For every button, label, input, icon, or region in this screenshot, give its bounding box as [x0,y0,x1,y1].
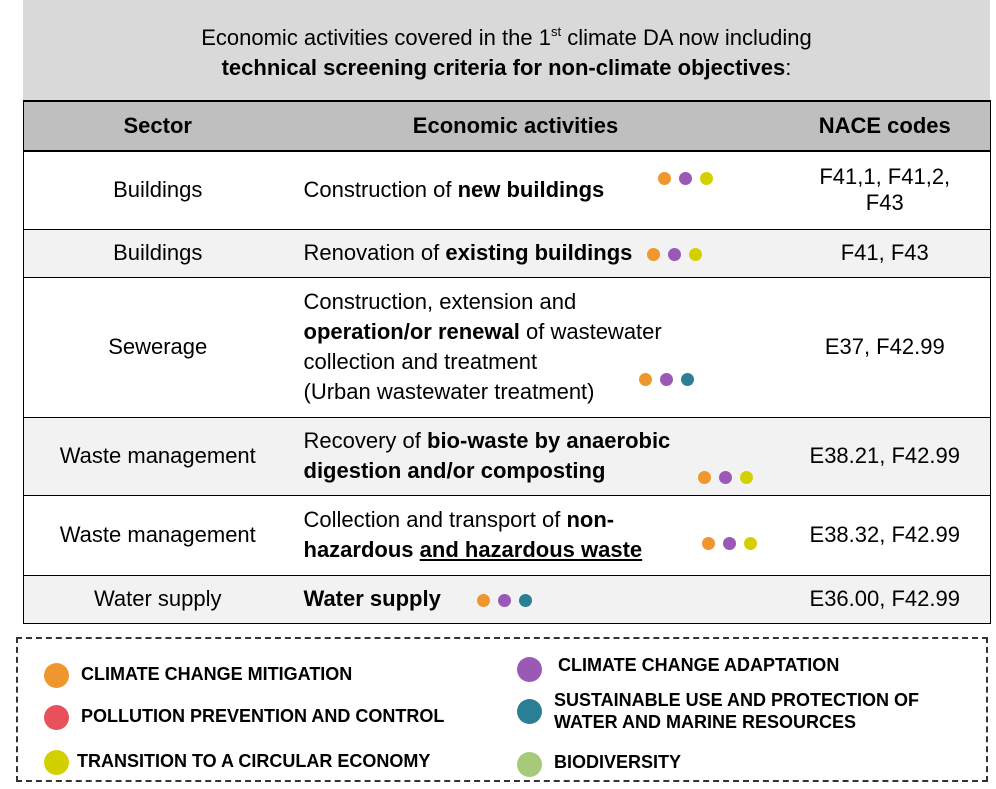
activity-cell [292,277,780,417]
mitigation-dot-icon [639,373,652,386]
mitigation-dot-icon [702,537,715,550]
activity-text: Renovation of [303,240,446,265]
pollution-legend-icon [44,705,69,730]
sector-cell: Waste management [24,495,292,575]
objective-dots [658,162,721,192]
nace-cell: E37, F42.99 [780,277,991,417]
nace-cell: E36.00, F42.99 [780,575,991,623]
sector-cell: Waste management [24,417,292,495]
objective-dots [698,462,761,492]
legend-circular: TRANSITION TO A CIRCULAR ECONOMY [77,751,431,771]
legend-adaptation: CLIMATE CHANGE ADAPTATION [558,655,840,675]
activity-cell [292,151,780,229]
activity-cell [292,495,780,575]
circular-dot-icon [700,172,713,185]
header-text-post: : [785,55,792,80]
legend-biodiversity: BIODIVERSITY [554,752,682,772]
table-header-row [24,101,991,151]
adaptation-dot-icon [668,248,681,261]
table-row [24,575,991,623]
circular-legend-icon [44,750,69,775]
mitigation-dot-icon [647,248,660,261]
activity-bold: new buildings [457,177,605,203]
header-banner [23,0,990,100]
sector-cell: Sewerage [24,277,292,417]
nace-cell: F41, F43 [780,229,991,277]
adaptation-dot-icon [719,471,732,484]
sector-cell: Water supply [24,575,292,623]
activity-bold: Water supply [303,586,441,611]
table-row [24,151,991,229]
activity-cell [292,575,780,623]
mitigation-legend-icon [44,663,69,688]
mitigation-dot-icon [658,172,671,185]
nace-cell: E38.32, F42.99 [780,495,991,575]
objective-dots [647,238,710,268]
legend-pollution: POLLUTION PREVENTION AND CONTROL [81,706,445,726]
objective-dots [477,584,540,614]
table-row [24,229,991,277]
water-legend-icon [517,699,542,724]
mitigation-dot-icon [698,471,711,484]
objective-dots [702,528,765,558]
sector-cell: Buildings [24,229,292,277]
activity-text: Recovery of [303,428,427,453]
legend-box [16,637,988,782]
header-text-mid: climate DA now including [561,25,812,50]
circular-dot-icon [744,537,757,550]
header-text-sup: st [550,24,562,39]
activity-bold: operation/or renewal [303,319,520,344]
mitigation-dot-icon [477,594,490,607]
objective-dots [639,363,702,393]
activity-bold: bio-waste by anaerobic digestion and/or composting [303,428,671,483]
water-dot-icon [681,373,694,386]
activities-table [23,100,991,624]
activity-text-line3: (Urban wastewater treatment) [303,379,595,404]
adaptation-legend-icon [517,657,542,682]
nace-cell: E38.21, F42.99 [780,417,991,495]
header-text-pre: Economic activities covered in the 1 [201,25,551,50]
activity-text: Construction of [303,177,458,203]
adaptation-dot-icon [723,537,736,550]
legend-water-line2: WATER AND MARINE RESOURCES [554,712,857,732]
activity-cell [292,229,780,277]
col-header-sector: Sector [24,101,292,151]
col-header-nace: NACE codes [780,101,991,151]
adaptation-dot-icon [679,172,692,185]
circular-dot-icon [740,471,753,484]
table-row [24,277,991,417]
activity-cell [292,417,780,495]
sector-cell: Buildings [24,151,292,229]
legend-mitigation: CLIMATE CHANGE MITIGATION [81,664,353,684]
nace-cell [780,151,991,229]
activity-bold: existing buildings [445,240,633,265]
activity-bold: non-hazardous [303,507,615,562]
table-row [24,495,991,575]
biodiversity-legend-icon [517,752,542,777]
legend-water-line1: SUSTAINABLE USE AND PROTECTION OF [554,690,920,710]
water-dot-icon [519,594,532,607]
activity-text-line1: Construction, extension and [303,289,577,314]
col-header-activities: Economic activities [292,101,780,151]
circular-dot-icon [689,248,702,261]
adaptation-dot-icon [660,373,673,386]
table-row [24,417,991,495]
header-text-bold: technical screening criteria for non-climate objectives [221,55,786,80]
adaptation-dot-icon [498,594,511,607]
activity-text-line2: of wastewater collection and treatment [303,319,662,374]
legend-water [554,689,919,733]
activity-bold-underlined: and hazardous waste [419,537,643,562]
nace-text: F41,1, F41,2, F43 [819,164,951,216]
activity-text: Collection and transport of [303,507,567,532]
